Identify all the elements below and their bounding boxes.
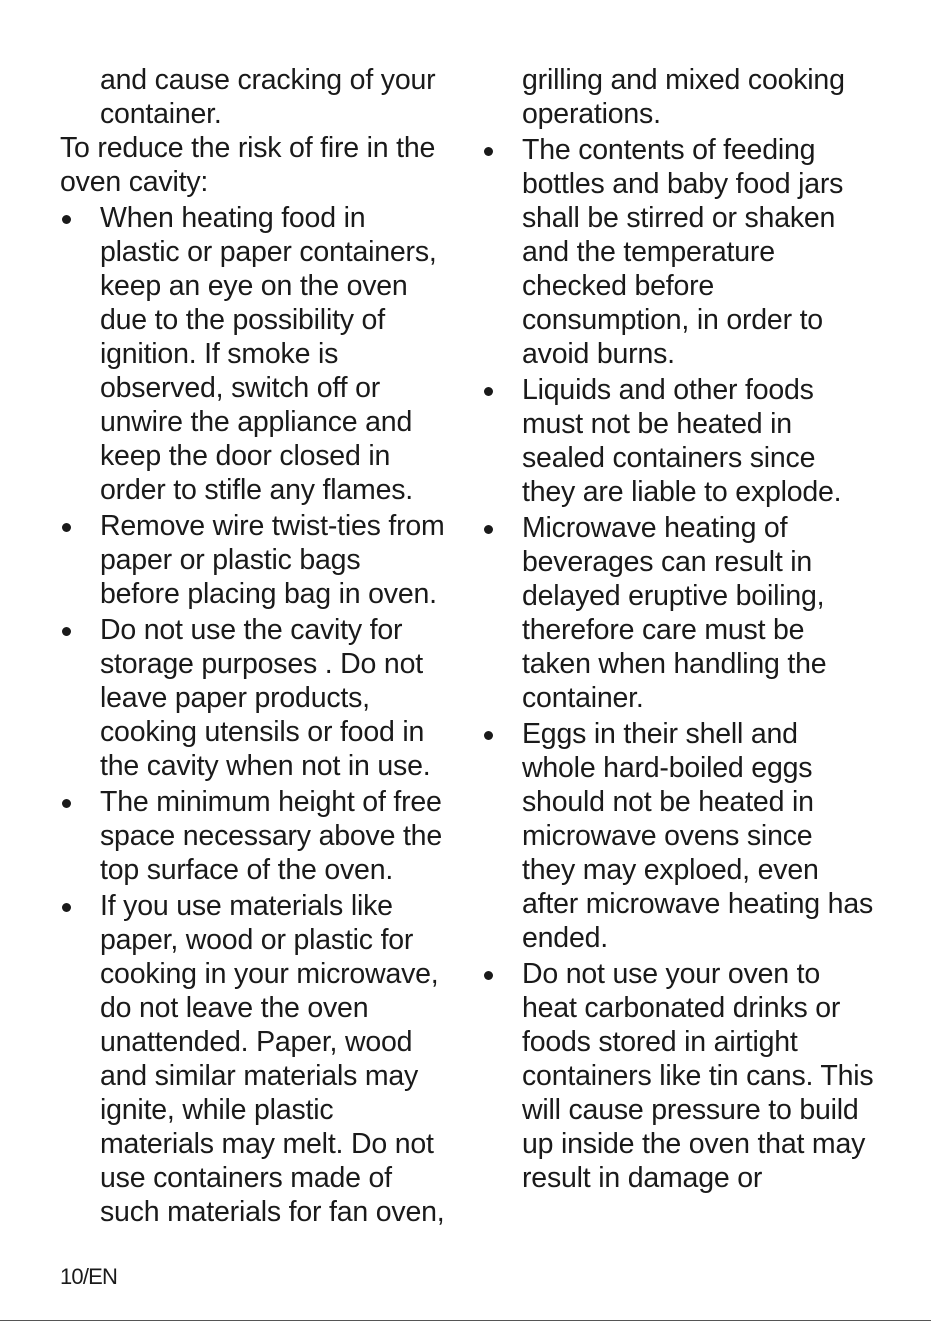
list-item	[482, 957, 927, 1195]
list-item-text: Eggs in their shell and whole hard-boiled eggs should not be heated in microwave ovens since they may exploed, even after microwave heating has ended.	[522, 718, 874, 954]
list-item-text: If you use materials like paper, wood or plastic for cooking in your microwave, do not leave the oven unattended. Paper, wood and similar materials may ignite, while plastic materials may melt. Do not use containers made of such materials for fan oven,	[100, 890, 445, 1228]
page-number: 10/EN	[60, 1264, 118, 1289]
bullet-icon	[484, 971, 493, 980]
list-item	[60, 785, 460, 887]
list-item-text: Microwave heating of beverages can result in delayed eruptive boiling, therefore care must be taken when handling the container.	[522, 512, 827, 714]
bullet-icon	[62, 627, 71, 636]
right-continuation-text: grilling and mixed cooking operations.	[522, 64, 845, 130]
right-bullet-list	[482, 133, 927, 1195]
list-item-text: Liquids and other foods must not be heated in sealed containers since they are liable to explode.	[522, 374, 842, 508]
bullet-icon	[484, 525, 493, 534]
bullet-icon	[484, 147, 493, 156]
list-item-text: The minimum height of free space necessary above the top surface of the oven.	[100, 786, 442, 886]
list-item	[60, 889, 460, 1229]
list-item	[60, 509, 460, 611]
list-item-text: The contents of feeding bottles and baby food jars shall be stirred or shaken and the temperature checked before consumption, in order to avoid burns.	[522, 134, 844, 370]
bullet-icon	[484, 387, 493, 396]
left-column	[60, 63, 460, 1229]
page-bottom-divider	[0, 1320, 931, 1321]
bullet-icon	[62, 523, 71, 532]
list-item-text: Do not use your oven to heat carbonated drinks or foods stored in airtight containers like tin cans. This will cause pressure to build up inside the oven that may result in damage or	[522, 958, 874, 1194]
list-item-text: Do not use the cavity for storage purposes . Do not leave paper products, cooking utensils or food in the cavity when not in use.	[100, 614, 431, 782]
bullet-icon	[62, 903, 71, 912]
left-continuation-text: and cause cracking of your container.	[100, 64, 436, 130]
list-item-text: Remove wire twist-ties from paper or plastic bags before placing bag in oven.	[100, 510, 445, 610]
list-item	[60, 613, 460, 783]
list-item	[482, 373, 927, 509]
bullet-icon	[484, 731, 493, 740]
left-bullet-list	[60, 201, 460, 1229]
bullet-icon	[62, 799, 71, 808]
list-item	[482, 511, 927, 715]
right-column	[482, 63, 927, 1195]
bullet-icon	[62, 215, 71, 224]
list-item	[482, 717, 927, 955]
list-item	[60, 201, 460, 507]
list-item-text: When heating food in plastic or paper containers, keep an eye on the oven due to the possibility of ignition. If smoke is observed, switch off or unwire the appliance and keep the door closed in order to stifle any flames.	[100, 202, 437, 506]
fire-risk-intro: To reduce the risk of fire in the oven cavity:	[60, 132, 436, 198]
list-item	[482, 133, 927, 371]
